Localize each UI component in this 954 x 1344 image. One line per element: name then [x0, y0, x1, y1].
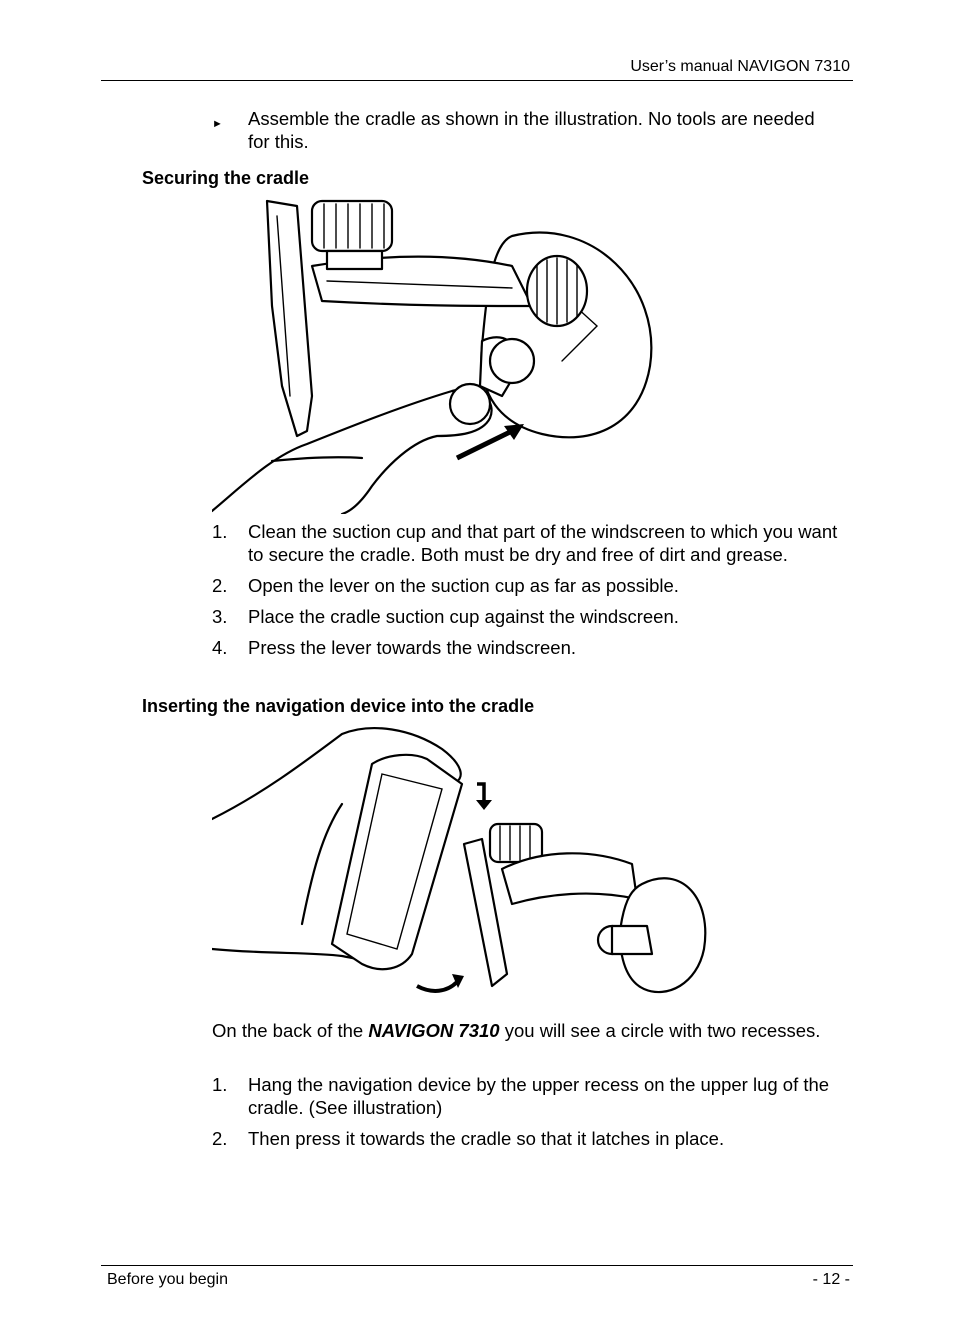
- section-heading-inserting: Inserting the navigation device into the cradle: [142, 696, 535, 716]
- list-item: 2. Then press it towards the cradle so that it latches in place.: [212, 1128, 725, 1149]
- inserting-steps-list: [212, 1073, 852, 1158]
- list-item: 1. Hang the navigation device by the upper recess on the upper lug of the cradle. (See illustration): [212, 1074, 830, 1118]
- cradle-securing-illustration: [212, 196, 657, 514]
- back-circle-paragraph: On the back of the NAVIGON 7310 you will see a circle with two recesses.: [212, 1020, 821, 1041]
- page-header: [101, 58, 853, 81]
- page-footer: [101, 1265, 853, 1288]
- footer-section-name: Before you begin: [107, 1271, 228, 1288]
- product-name: NAVIGON 7310: [368, 1020, 500, 1041]
- list-item: 2. Open the lever on the suction cup as far as possible.: [212, 575, 679, 596]
- device-inserting-illustration: [212, 724, 712, 1009]
- list-item: 4. Press the lever towards the windscreen.: [212, 637, 577, 658]
- intro-text: Assemble the cradle as shown in the illustration. No tools are needed for this.: [248, 108, 815, 152]
- list-item: 3. Place the cradle suction cup against the windscreen.: [212, 606, 679, 627]
- bullet-arrow-icon: ►: [212, 118, 223, 130]
- list-item: 1. Clean the suction cup and that part of the windscreen to which you want to secure the cradle. Both must be dry and free of dirt and grease.: [212, 521, 838, 565]
- section-heading-securing: Securing the cradle: [142, 168, 310, 188]
- header-title: User’s manual NAVIGON 7310: [630, 58, 850, 75]
- page-number: - 12 -: [812, 1271, 850, 1288]
- securing-steps-list: [212, 520, 852, 667]
